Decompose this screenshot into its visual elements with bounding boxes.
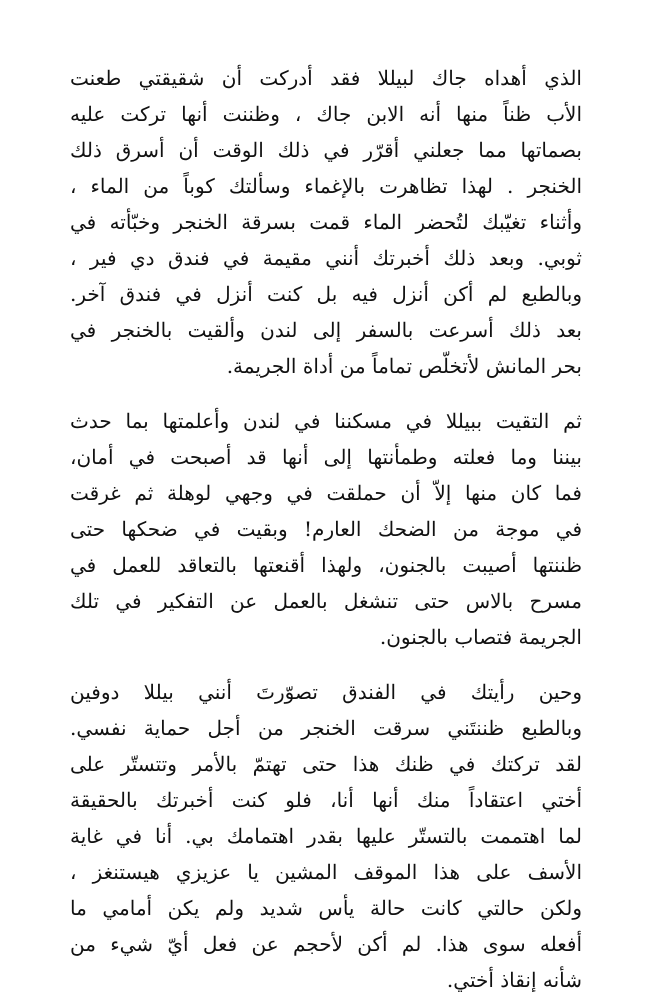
text-line: بعد ذلك أسرعت بالسفر إلى لندن وألقيت بالخنجر في <box>70 318 582 342</box>
text-line: بيننا وما فعلته وطمأنتها إلى أنها قد أصبحت في أمان، <box>70 445 582 469</box>
book-page <box>70 60 582 998</box>
text-line: الأسف على هذا الموقف المشين يا عزيزي هيستنغز ، <box>70 860 582 884</box>
text-line: وبالطبع لم أكن أنزل فيه بل كنت أنزل في فندق آخر. <box>70 282 582 306</box>
text-line: الأب ظناً منها أنه الابن جاك ، وظننت أنها تركت عليه <box>70 102 582 126</box>
text-line: لقد تركتك في ظنك هذا حتى تهتمّ بالأمر وتتستّر على <box>70 752 582 776</box>
text-line: فما كان منها إلاّ أن حملقت في وجهي لوهلة ثم غرقت <box>70 481 582 505</box>
paragraph-3 <box>70 674 582 998</box>
text-line: وبالطبع ظننتَني سرقت الخنجر من أجل حماية نفسي. <box>70 716 582 740</box>
text-line: ظننتها أصيبت بالجنون، ولهذا أقنعتها بالتعاقد للعمل في <box>70 553 582 577</box>
text-line: الذي أهداه جاك لبيللا فقد أدركت أن شقيقتي طعنت <box>70 66 582 90</box>
text-line: ولكن حالتي كانت حالة يأس شديد ولم يكن أمامي ما <box>70 896 582 920</box>
text-line: شأنه إنقاذ أختي. <box>446 968 582 992</box>
text-line: مسرح بالاس حتى تنشغل بالعمل عن التفكير في تلك <box>70 589 582 613</box>
text-line: لما اهتممت بالتستّر عليها بقدر اهتمامك بي. أنا في غاية <box>70 824 582 848</box>
text-line: الخنجر . لهذا تظاهرت بالإغماء وسألتك كوباً من الماء ، <box>70 174 582 198</box>
text-line: في موجة من الضحك العارم! وبقيت في ضحكها حتى <box>70 517 582 541</box>
text-line: أفعله سوى هذا. لم أكن لأحجم عن فعل أيّ شيء من <box>70 932 583 956</box>
text-line: وحين رأيتك في الفندق تصوّرتَ أنني بيللا دوفين <box>70 680 582 704</box>
text-line: أختي اعتقاداً منك أنها أنا، فلو كنت أخبرتك بالحقيقة <box>70 788 582 812</box>
text-line: بحر المانش لأتخلّص تماماً من أداة الجريمة. <box>226 354 582 378</box>
paragraph-1 <box>70 60 582 384</box>
text-line: وأثناء تغيّبك لتُحضر الماء قمت بسرقة الخنجر وخبّأته في <box>70 210 582 234</box>
text-line: ثوبي. وبعد ذلك أخبرتك أنني مقيمة في فندق دي فير ، <box>70 246 582 270</box>
paragraph-2 <box>70 403 582 655</box>
text-line: الجريمة فتصاب بالجنون. <box>379 625 582 649</box>
text-line: بصماتها مما جعلني أقرّر في ذلك الوقت أن أسرق ذلك <box>70 138 582 162</box>
text-line: ثم التقيت ببيللا في مسكننا في لندن وأعلمتها بما حدث <box>70 409 582 433</box>
